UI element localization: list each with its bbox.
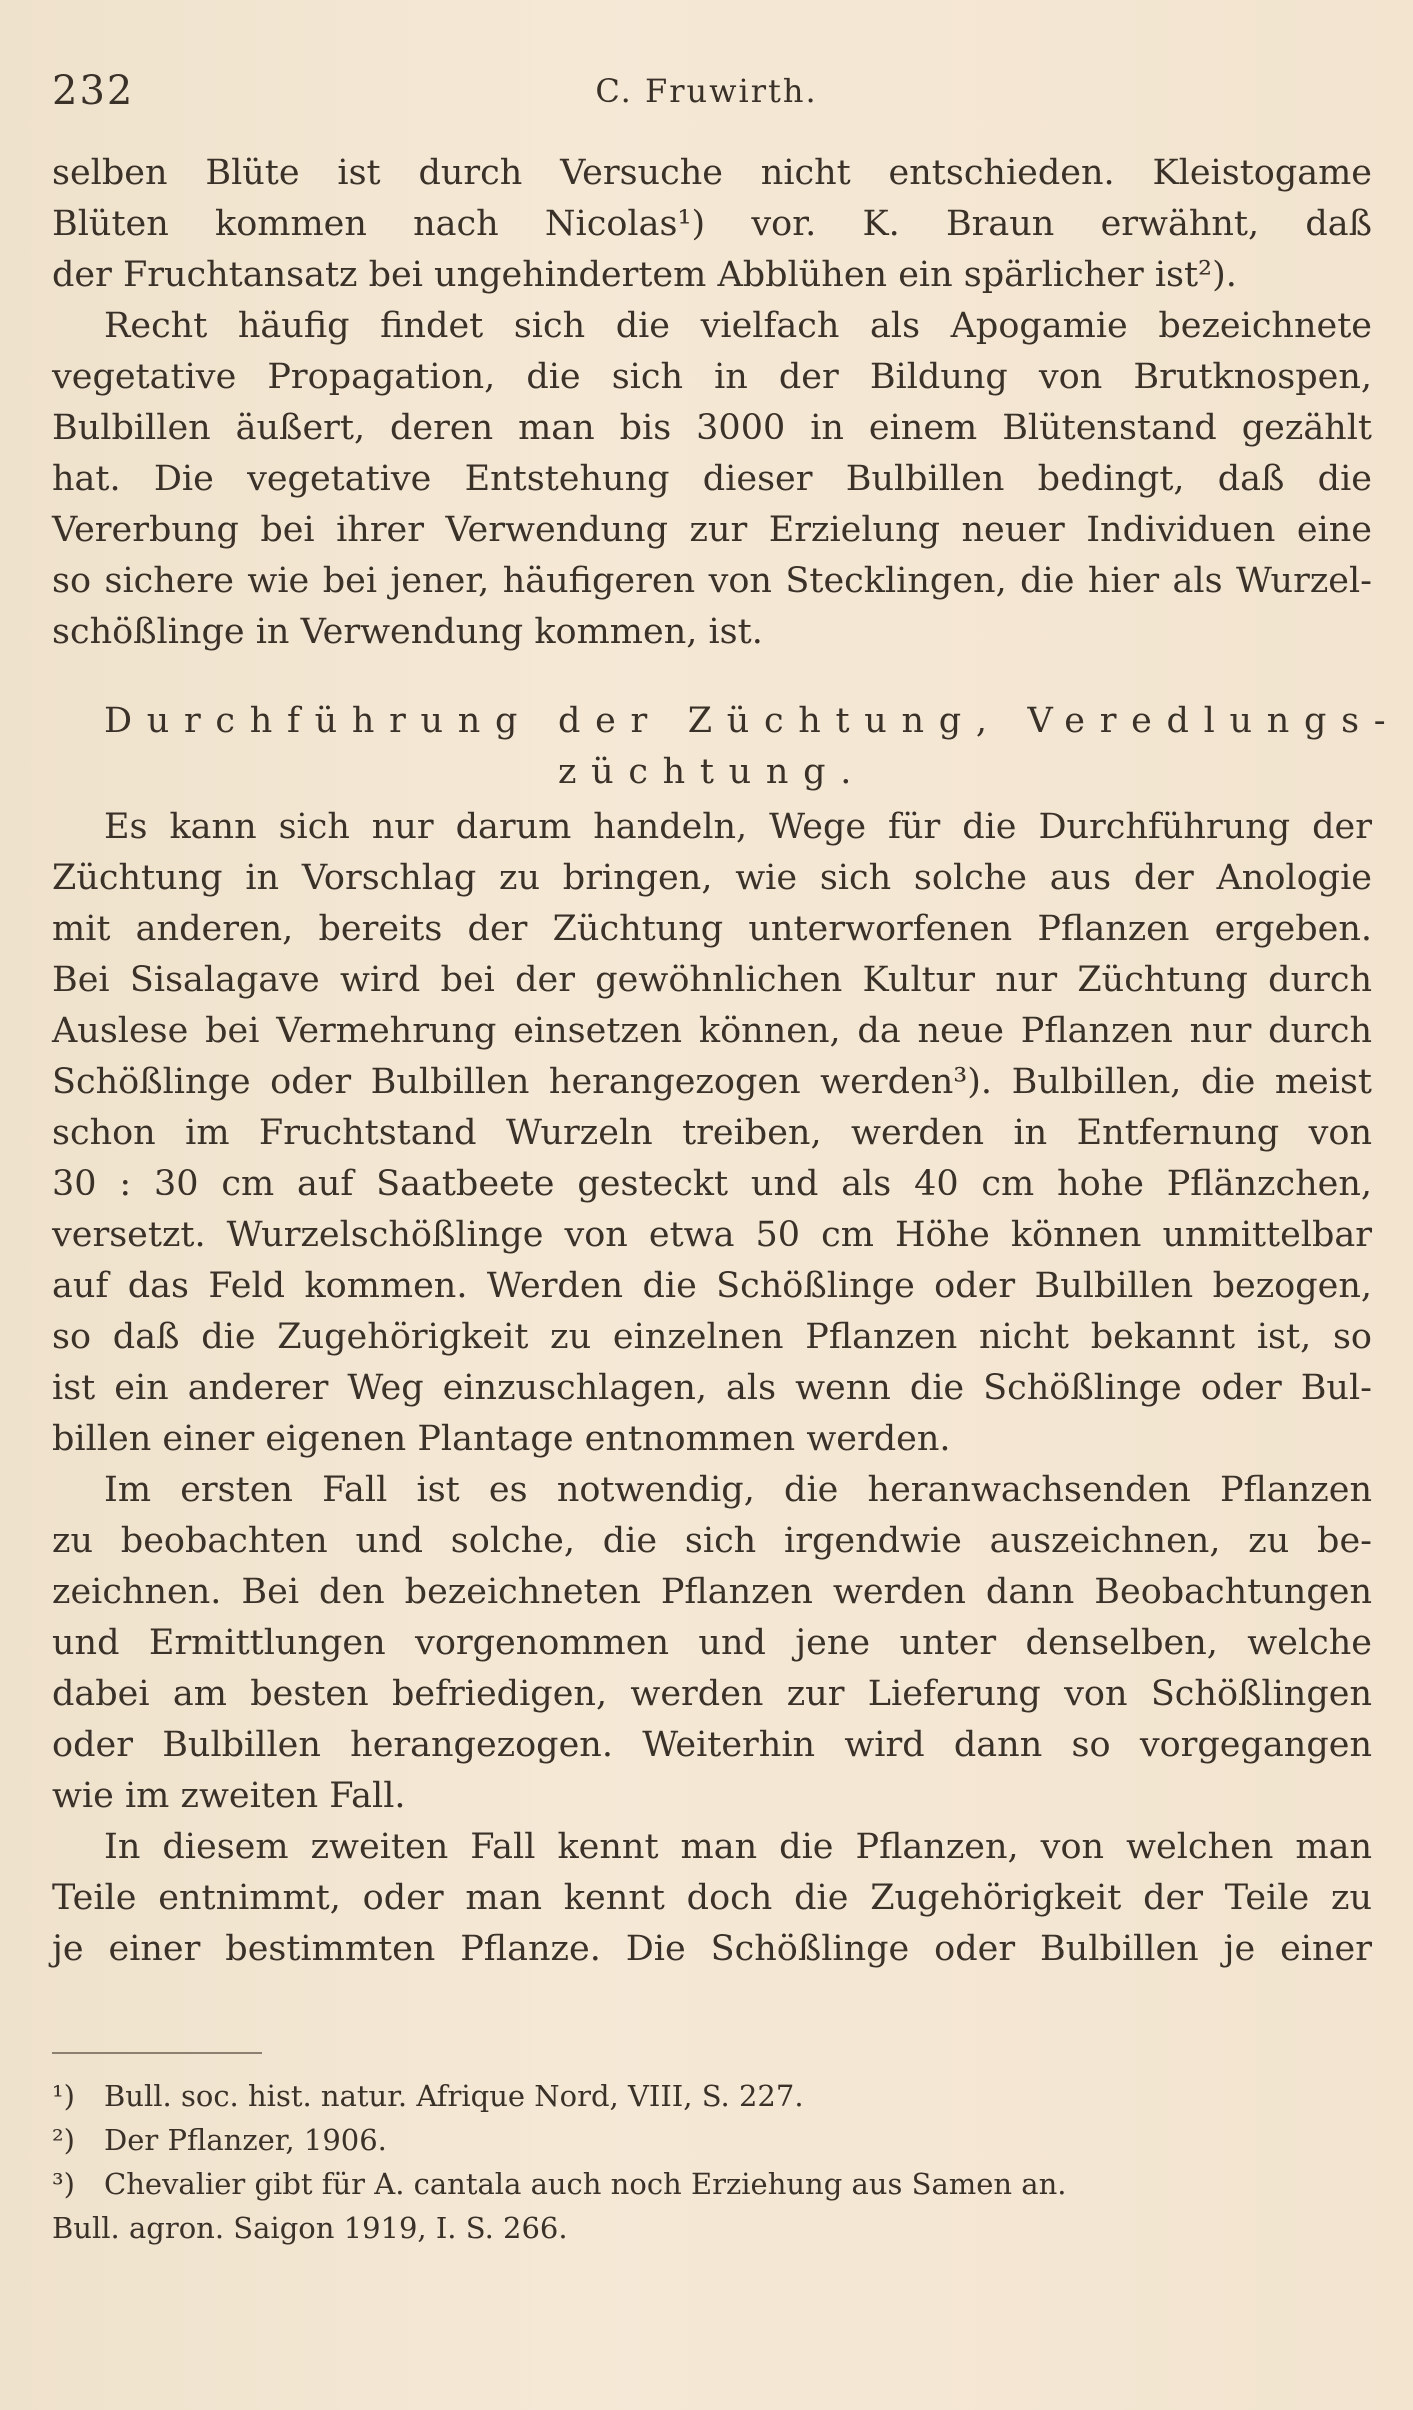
heading-line: Durchführung der Züchtung, Veredlungs- [104, 701, 1401, 741]
text-line: In diesem zweiten Fall kennt man die Pflanzen, von welchen man [104, 1827, 1372, 1867]
paragraph-1 [52, 148, 1372, 301]
footnote-text: Bull. soc. hist. natur. Afrique Nord, VIII, S. 227. [104, 2079, 804, 2113]
page-header [52, 68, 1361, 128]
text-line: Bulbillen äußert, deren man bis 3000 in einem Blütenstand gezählt [52, 408, 1372, 448]
paragraph-5 [52, 1822, 1372, 1975]
text-line: je einer bestimmten Pflanze. Die Schößlinge oder Bulbillen je einer [52, 1929, 1372, 1969]
running-head: C. Fruwirth. [595, 72, 818, 110]
paragraph-2 [52, 301, 1372, 658]
text-line: so sichere wie bei jener, häufigeren von Stecklingen, die hier als Wurzel- [52, 561, 1372, 601]
text-line: Bei Sisalagave wird bei der gewöhnlichen Kultur nur Züchtung durch [52, 960, 1372, 1000]
body-text [52, 148, 1401, 1975]
footnote-2 [52, 2118, 1372, 2162]
paragraph-3 [52, 802, 1372, 1465]
text-line: Vererbung bei ihrer Verwendung zur Erzielung neuer Individuen eine [52, 510, 1372, 550]
text-line: Blüten kommen nach Nicolas¹) vor. K. Braun erwähnt, daß [52, 204, 1372, 244]
footnote-text: Der Pflanzer, 1906. [104, 2123, 387, 2157]
text-line: billen einer eigenen Plantage entnommen werden. [52, 1419, 951, 1459]
text-line: Auslese bei Vermehrung einsetzen können, da neue Pflanzen nur durch [52, 1011, 1372, 1051]
footnote-divider [52, 2052, 262, 2054]
text-line: Im ersten Fall ist es notwendig, die heranwachsenden Pflanzen [104, 1470, 1372, 1510]
text-line: auf das Feld kommen. Werden die Schößlinge oder Bulbillen bezogen, [52, 1266, 1372, 1306]
text-line: hat. Die vegetative Entstehung dieser Bulbillen bedingt, daß die [52, 459, 1372, 499]
text-line: vegetative Propagation, die sich in der Bildung von Brutknospen, [52, 357, 1372, 397]
footnote-3 [52, 2162, 1372, 2206]
text-line: versetzt. Wurzelschößlinge von etwa 50 cm Höhe können unmittelbar [52, 1215, 1372, 1255]
text-line: der Fruchtansatz bei ungehindertem Abblühen ein spärlicher ist²). [52, 255, 1237, 295]
text-line: und Ermittlungen vorgenommen und jene unter denselben, welche [52, 1623, 1372, 1663]
text-line: dabei am besten befriedigen, werden zur Lieferung von Schößlingen [52, 1674, 1372, 1714]
footnotes [52, 2074, 1372, 2250]
text-line: Es kann sich nur darum handeln, Wege für die Durchführung der [104, 807, 1372, 847]
section-heading [52, 696, 1401, 798]
footnote-text: Chevalier gibt für A. cantala auch noch Erziehung aus Samen an. [104, 2167, 1067, 2201]
text-line: selben Blüte ist durch Versuche nicht entschieden. Kleistogame [52, 153, 1372, 193]
text-line: Recht häufig findet sich die vielfach als Apogamie bezeichnete [104, 306, 1372, 346]
footnote-text: Bull. agron. Saigon 1919, I. S. 266. [52, 2211, 568, 2245]
text-line: zeichnen. Bei den bezeichneten Pflanzen werden dann Beobachtungen [52, 1572, 1372, 1612]
text-line: Teile entnimmt, oder man kennt doch die Zugehörigkeit der Teile zu [52, 1878, 1372, 1918]
footnote-mark: ¹) [52, 2079, 75, 2113]
text-line: zu beobachten und solche, die sich irgendwie auszeichnen, zu be- [52, 1521, 1372, 1561]
text-line: ist ein anderer Weg einzuschlagen, als wenn die Schößlinge oder Bul- [52, 1368, 1372, 1408]
text-line: oder Bulbillen herangezogen. Weiterhin wird dann so vorgegangen [52, 1725, 1372, 1765]
heading-line: züchtung. [557, 752, 867, 792]
text-line: schon im Fruchtstand Wurzeln treiben, werden in Entfernung von [52, 1113, 1372, 1153]
page-number: 232 [52, 68, 135, 114]
text-line: schößlinge in Verwendung kommen, ist. [52, 612, 763, 652]
footnote-mark: ²) [52, 2123, 75, 2157]
text-line: Schößlinge oder Bulbillen herangezogen werden³). Bulbillen, die meist [52, 1062, 1372, 1102]
footnote-mark: ³) [52, 2167, 75, 2201]
text-line: so daß die Zugehörigkeit zu einzelnen Pflanzen nicht bekannt ist, so [52, 1317, 1372, 1357]
text-line: 30 : 30 cm auf Saatbeete gesteckt und als 40 cm hohe Pflänzchen, [52, 1164, 1372, 1204]
text-line: Züchtung in Vorschlag zu bringen, wie sich solche aus der Anologie [52, 858, 1372, 898]
text-line: mit anderen, bereits der Züchtung unterworfenen Pflanzen ergeben. [52, 909, 1372, 949]
text-line: wie im zweiten Fall. [52, 1776, 406, 1816]
footnote-1 [52, 2074, 1372, 2118]
paragraph-4 [52, 1465, 1372, 1822]
footnote-3-continued [52, 2206, 1372, 2250]
